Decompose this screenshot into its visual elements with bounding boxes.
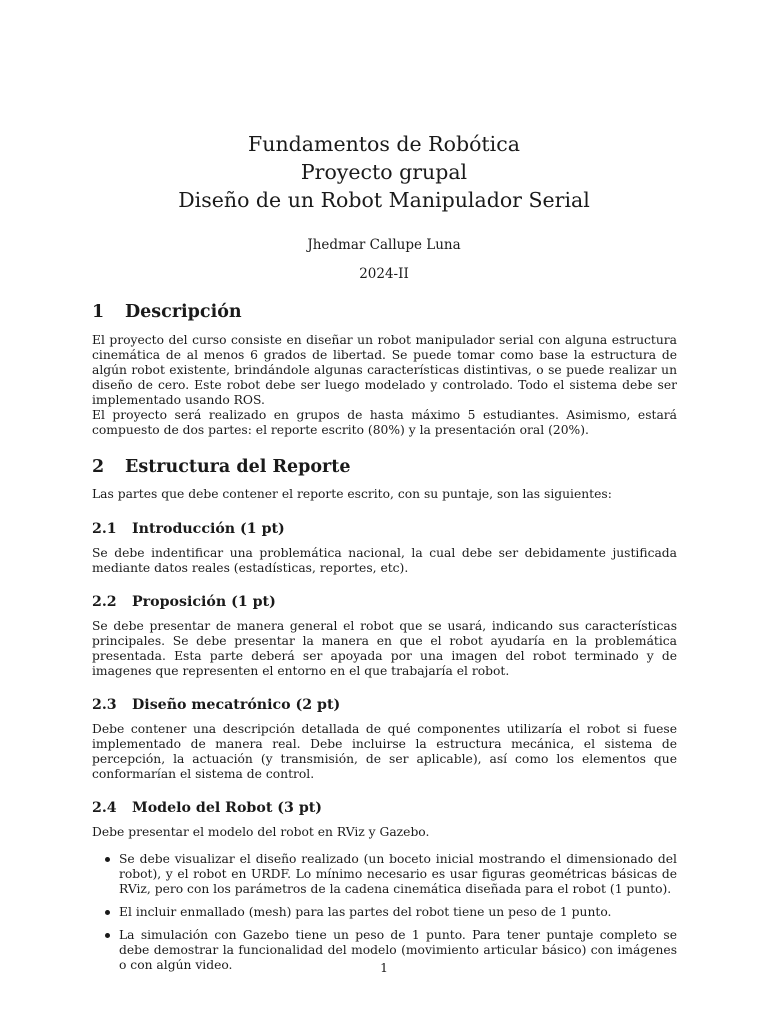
date: 2024-II (359, 266, 409, 282)
page-number: 1 (380, 961, 388, 975)
subsection-number: 2.2 (92, 594, 117, 610)
list-item-text: El incluir enmallado (mesh) para las partes del robot tiene un peso de 1 punto. (119, 905, 612, 919)
subsection-number: 2.4 (92, 800, 117, 816)
paragraph: El proyecto del curso consiste en diseñar un robot manipulador serial con alguna estructura cinemática de al menos 6 grados de libertad. Se puede tomar como base la estructura de algún robot existente, brindándole algunas características distintivas, o se puede realizar un diseño de cero. Este robot debe ser luego modelado y controlado. Todo el sistema debe ser implementado usando ROS. (92, 333, 677, 407)
bullet-list (92, 852, 677, 973)
list-item (92, 852, 677, 897)
section-heading (92, 455, 677, 479)
bullet-icon (105, 857, 110, 862)
project-title: Diseño de un Robot Manipulador Serial (178, 188, 590, 212)
subsection-title: Proposición (1 pt) (132, 594, 276, 610)
subsection-heading (92, 592, 677, 612)
paragraph: Se debe presentar de manera general el robot que se usará, indicando sus características principales. Se debe presentar la manera en que el robot ayudaría en la problemática presentada. Esta parte deberá ser apoyada por una imagen del robot terminado y de imagenes que representen el entorno en el que trabajaría el robot. (92, 619, 677, 678)
paragraph: Las partes que debe contener el reporte escrito, con su puntaje, son las siguientes: (92, 487, 612, 501)
subsection-heading (92, 798, 677, 818)
section-number: 2 (92, 457, 105, 477)
subsection-title: Diseño mecatrónico (2 pt) (132, 697, 341, 713)
subsection-title: Introducción (1 pt) (132, 521, 285, 537)
paragraph: Debe presentar el modelo del robot en RViz y Gazebo. (92, 825, 430, 839)
section-title: Descripción (125, 302, 242, 322)
subsection-title: Modelo del Robot (3 pt) (132, 800, 323, 816)
bullet-icon (105, 910, 110, 915)
list-item (92, 905, 677, 920)
section-heading (92, 300, 677, 324)
section-title: Estructura del Reporte (125, 457, 351, 477)
bullet-icon (105, 933, 110, 938)
subsection-heading (92, 519, 677, 539)
author: Jhedmar Callupe Luna (307, 237, 461, 253)
subsection-heading (92, 695, 677, 715)
subsection-number: 2.3 (92, 697, 117, 713)
list-item-text: La simulación con Gazebo tiene un peso de 1 punto. Para tener puntaje completo se debe demostrar la funcionalidad del modelo (movimiento articular básico) con imágenes o con algún video. (119, 928, 677, 972)
document-body (92, 300, 677, 973)
paragraph: El proyecto será realizado en grupos de hasta máximo 5 estudiantes. Asimismo, estará compuesto de dos partes: el reporte escrito (80%) y la presentación oral (20%). (92, 408, 677, 437)
paragraph: Debe contener una descripción detallada de qué componentes utilizaría el robot si fuese implementado de manera real. Debe incluirse la estructura mecánica, el sistema de percepción, la actuación (y transmisión, de ser aplicable), así como los elementos que conformarían el sistema de control. (92, 722, 677, 781)
paragraph: Se debe indentificar una problemática nacional, la cual debe ser debidamente justificada mediante datos reales (estadísticas, reportes, etc). (92, 546, 677, 575)
section-number: 1 (92, 302, 105, 322)
project-type: Proyecto grupal (300, 160, 468, 184)
course-title: Fundamentos de Robótica (248, 132, 520, 156)
title-block (0, 130, 768, 282)
subsection-number: 2.1 (92, 521, 117, 537)
list-item-text: Se debe visualizar el diseño realizado (un boceto inicial mostrando el dimensionado del robot), y el robot en URDF. Lo mínimo necesario es usar figuras geométricas básicas de RViz, pero con los parámetros de la cadena cinemática diseñada para el robot (1 punto). (119, 852, 677, 896)
